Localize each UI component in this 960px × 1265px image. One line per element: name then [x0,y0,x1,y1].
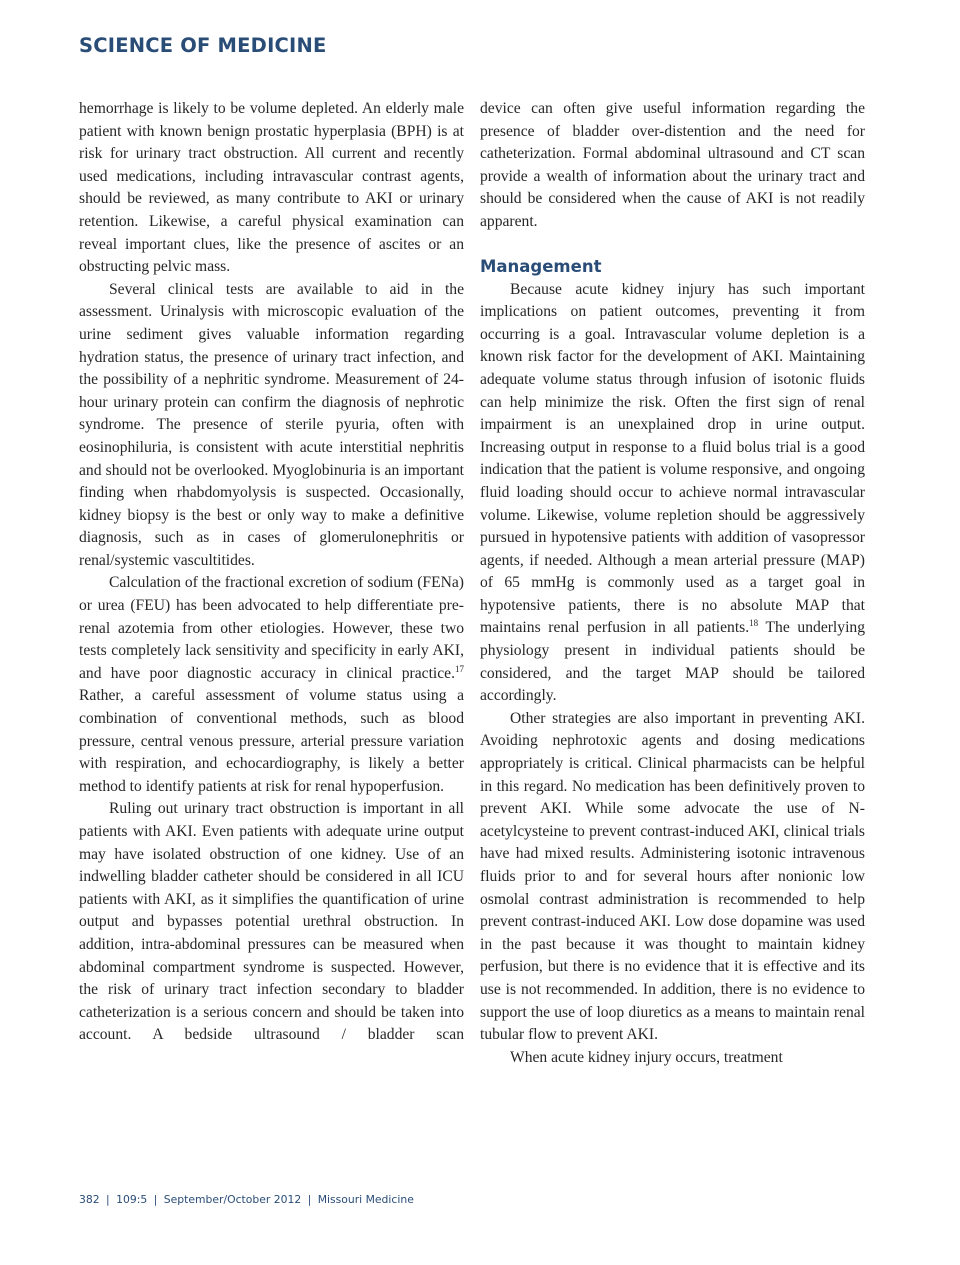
paragraph [480,279,865,708]
paragraph: When acute kidney injury occurs, treatment [510,1048,783,1066]
paragraph: Other strategies are also important in preventing AKI. Avoiding nephrotoxic agents and dosing medications appropriately is critical. Clinical pharmacists can be helpful in this regard. No medication has been definitively proven to prevent AKI. While some advocate the use of N-acetylcysteine to prevent contrast-induced AKI, clinical trials have had mixed results. Administering isotonic intravenous fluids prior to and for several hours after nonionic low osmolal contrast administration is recommended to help prevent contrast-induced AKI. Low dose dopamine was used in the past because it was thought to maintain kidney perfusion, but there is no evidence that it is effective and its use is not recommended. In addition, there is no evidence to support the use of loop diuretics as a means to maintain renal tubular flow to prevent AKI. [480,709,865,1044]
left-column [79,98,464,1047]
footer-separator: | [153,1193,158,1206]
section-title: SCIENCE OF MEDICINE [79,34,327,57]
paragraph [79,572,464,798]
paragraph-text: Calculation of the fractional excretion of sodium (FENa) or urea (FEU) has been advocated to help differentiate pre-renal azotemia from other etiologies. However, these two tests completely lack sensitivity and specificity in early AKI, and have poor diagnostic accuracy in clinical practice. [79,574,464,682]
paragraph-text: Because acute kidney injury has such important implications on patient outcomes, preventing it from occurring is a goal. Intravascular volume depletion is a known risk factor for the development of AKI. Maintaining adequate volume status through infusion of isotonic fluids can help minimize the risk. Often the first sign of renal impairment is an unexplained drop in urine output. Increasing output in response to a fluid bolus trial is a good indication that the patient is volume responsive, and ongoing fluid loading should occur to achieve normal intravascular volume. Likewise, volume repletion should be aggressively pursued in hypotensive patients with addition of vasopressor agents, if needed. Although a mean arterial pressure (MAP) of 65 mmHg is commonly used as a target goal in hypotensive patients, there is no absolute MAP that maintains renal perfusion in all patients. [480,280,865,637]
paragraph: Several clinical tests are available to aid in the assessment. Urinalysis with microscopic evaluation of the urine sediment gives valuable information regarding hydration status, the presence of urinary tract infection, and the possibility of a nephritic syndrome. Measurement of 24-hour urinary protein can confirm the diagnosis of nephrotic syndrome. The presence of sterile pyuria, often with eosinophiluria, is consistent with acute interstitial nephritis and should not be overlooked. Myoglobinuria is an important finding when rhabdomyolysis is suspected. Occasionally, kidney biopsy is the best or only way to make a definitive diagnosis, such as in cases of glomerulonephritis or renal/systemic vascultitides. [79,280,464,569]
issue-date: September/October 2012 [163,1193,302,1206]
paragraph-text: Rather, a careful assessment of volume status using a combination of conventional methods, such as blood pressure, central venous pressure, arterial pressure variation with respiration, and echocardiography, is likely a better method to identify patients at risk for renal hypoperfusion. [79,687,464,795]
right-column [480,98,865,1069]
citation-ref: 18 [749,618,759,629]
page-footer [79,1193,414,1206]
page-number: 382 [79,1193,100,1206]
paragraph: hemorrhage is likely to be volume depleted. An elderly male patient with known benign prostatic hyperplasia (BPH) is at risk for urinary tract obstruction. All current and recently used medications, including intravascular contrast agents, should be reviewed, as many contribute to AKI or urinary retention. Likewise, a careful physical examination can reveal important clues, like the presence of ascites or an obstructing pelvic mass. [79,100,464,276]
paragraph: Ruling out urinary tract obstruction is important in all patients with AKI. Even patients with adequate urine output may have isolated obstruction of one kidney. Use of an indwelling bladder catheter should be considered in all ICU patients with AKI, as it simplifies the quantification of urine output and bypasses potential urethral obstruction. In addition, intra-abdominal pressures can be measured when abdominal compartment syndrome is suspected. However, the risk of urinary tract infection secondary to bladder catheterization is a serious concern and should be taken into account. A bedside ultrasound / bladder scan [79,800,464,1044]
footer-separator: | [307,1193,312,1206]
section-heading: Management [480,256,602,276]
issue-number: 109:5 [116,1193,148,1206]
citation-ref: 17 [455,663,464,674]
footer-separator: | [106,1193,110,1206]
paragraph-text: The underlying physiology present in individual patients should be considered, and the target MAP should be tailored accordingly. [480,619,865,705]
paragraph: device can often give useful information regarding the presence of bladder over-distention and the need for catheterization. Formal abdominal ultrasound and CT scan provide a wealth of information about the urinary tract and should be considered when the cause of AKI is not readily apparent. [480,100,865,230]
journal-name: Missouri Medicine [317,1193,414,1206]
